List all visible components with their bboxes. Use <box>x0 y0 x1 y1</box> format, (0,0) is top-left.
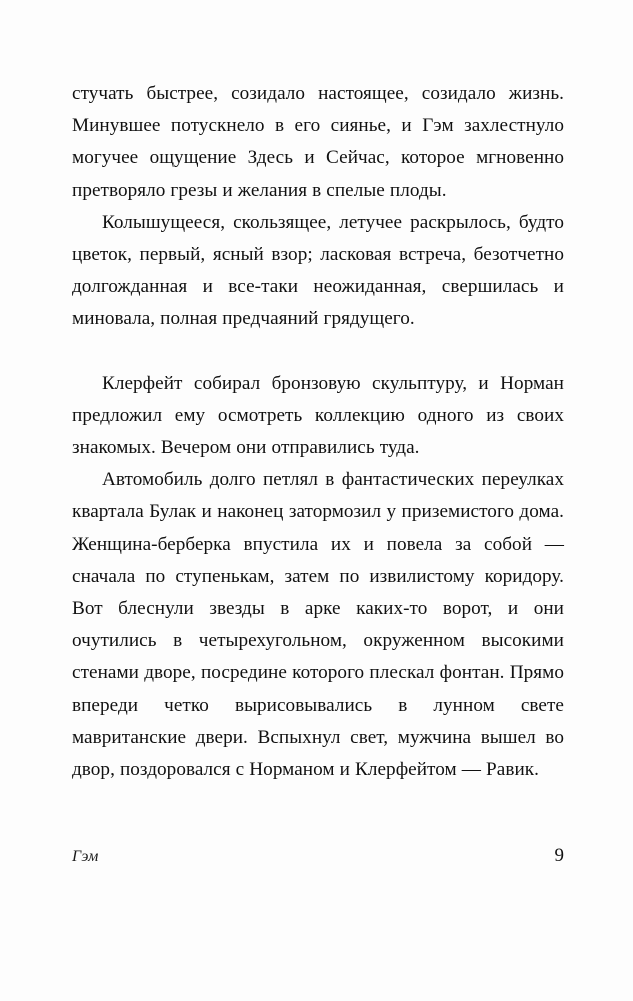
running-title: Гэм <box>72 848 99 865</box>
paragraph: Автомобиль долго петлял в фантастических переулках квартала Булак и наконец затормозил у приземистого дома. Женщина-берберка впустила их и повела за собой — сначала по ступенькам, затем по извилистому коридору. Вот блеснули звезды в арке каких-то ворот, и они очутились в четырехугольном, окруженном высокими стенами дворе, посредине которого плескал фонтан. Прямо впереди четко вырисовывались в лунном свете мавританские двери. Вспыхнул свет, мужчина вышел во двор, поздоровался с Норманом и Клерфейтом — Равик. <box>72 469 564 781</box>
page-text-body <box>72 78 564 786</box>
paragraph: Колышущееся, скользящее, летучее раскрылось, будто цветок, первый, ясный взор; ласковая встреча, безотчетно долгожданная и все-таки неожиданная, свершилась и миновала, полная предчаяний грядущего. <box>72 211 564 330</box>
paragraph: стучать быстрее, созидало настоящее, созидало жизнь. Минувшее потускнело в его сиянье, и Гэм захлестнуло могучее ощущение Здесь и Сейчас, которое мгновенно претворяло грезы и желания в спелые плоды. <box>72 83 564 201</box>
page-footer <box>72 845 564 867</box>
paragraph: Клерфейт собирал бронзовую скульптуру, и Норман предложил ему осмотреть коллекцию одного из своих знакомых. Вечером они отправились туда. <box>72 372 564 459</box>
page-number: 9 <box>554 845 564 866</box>
